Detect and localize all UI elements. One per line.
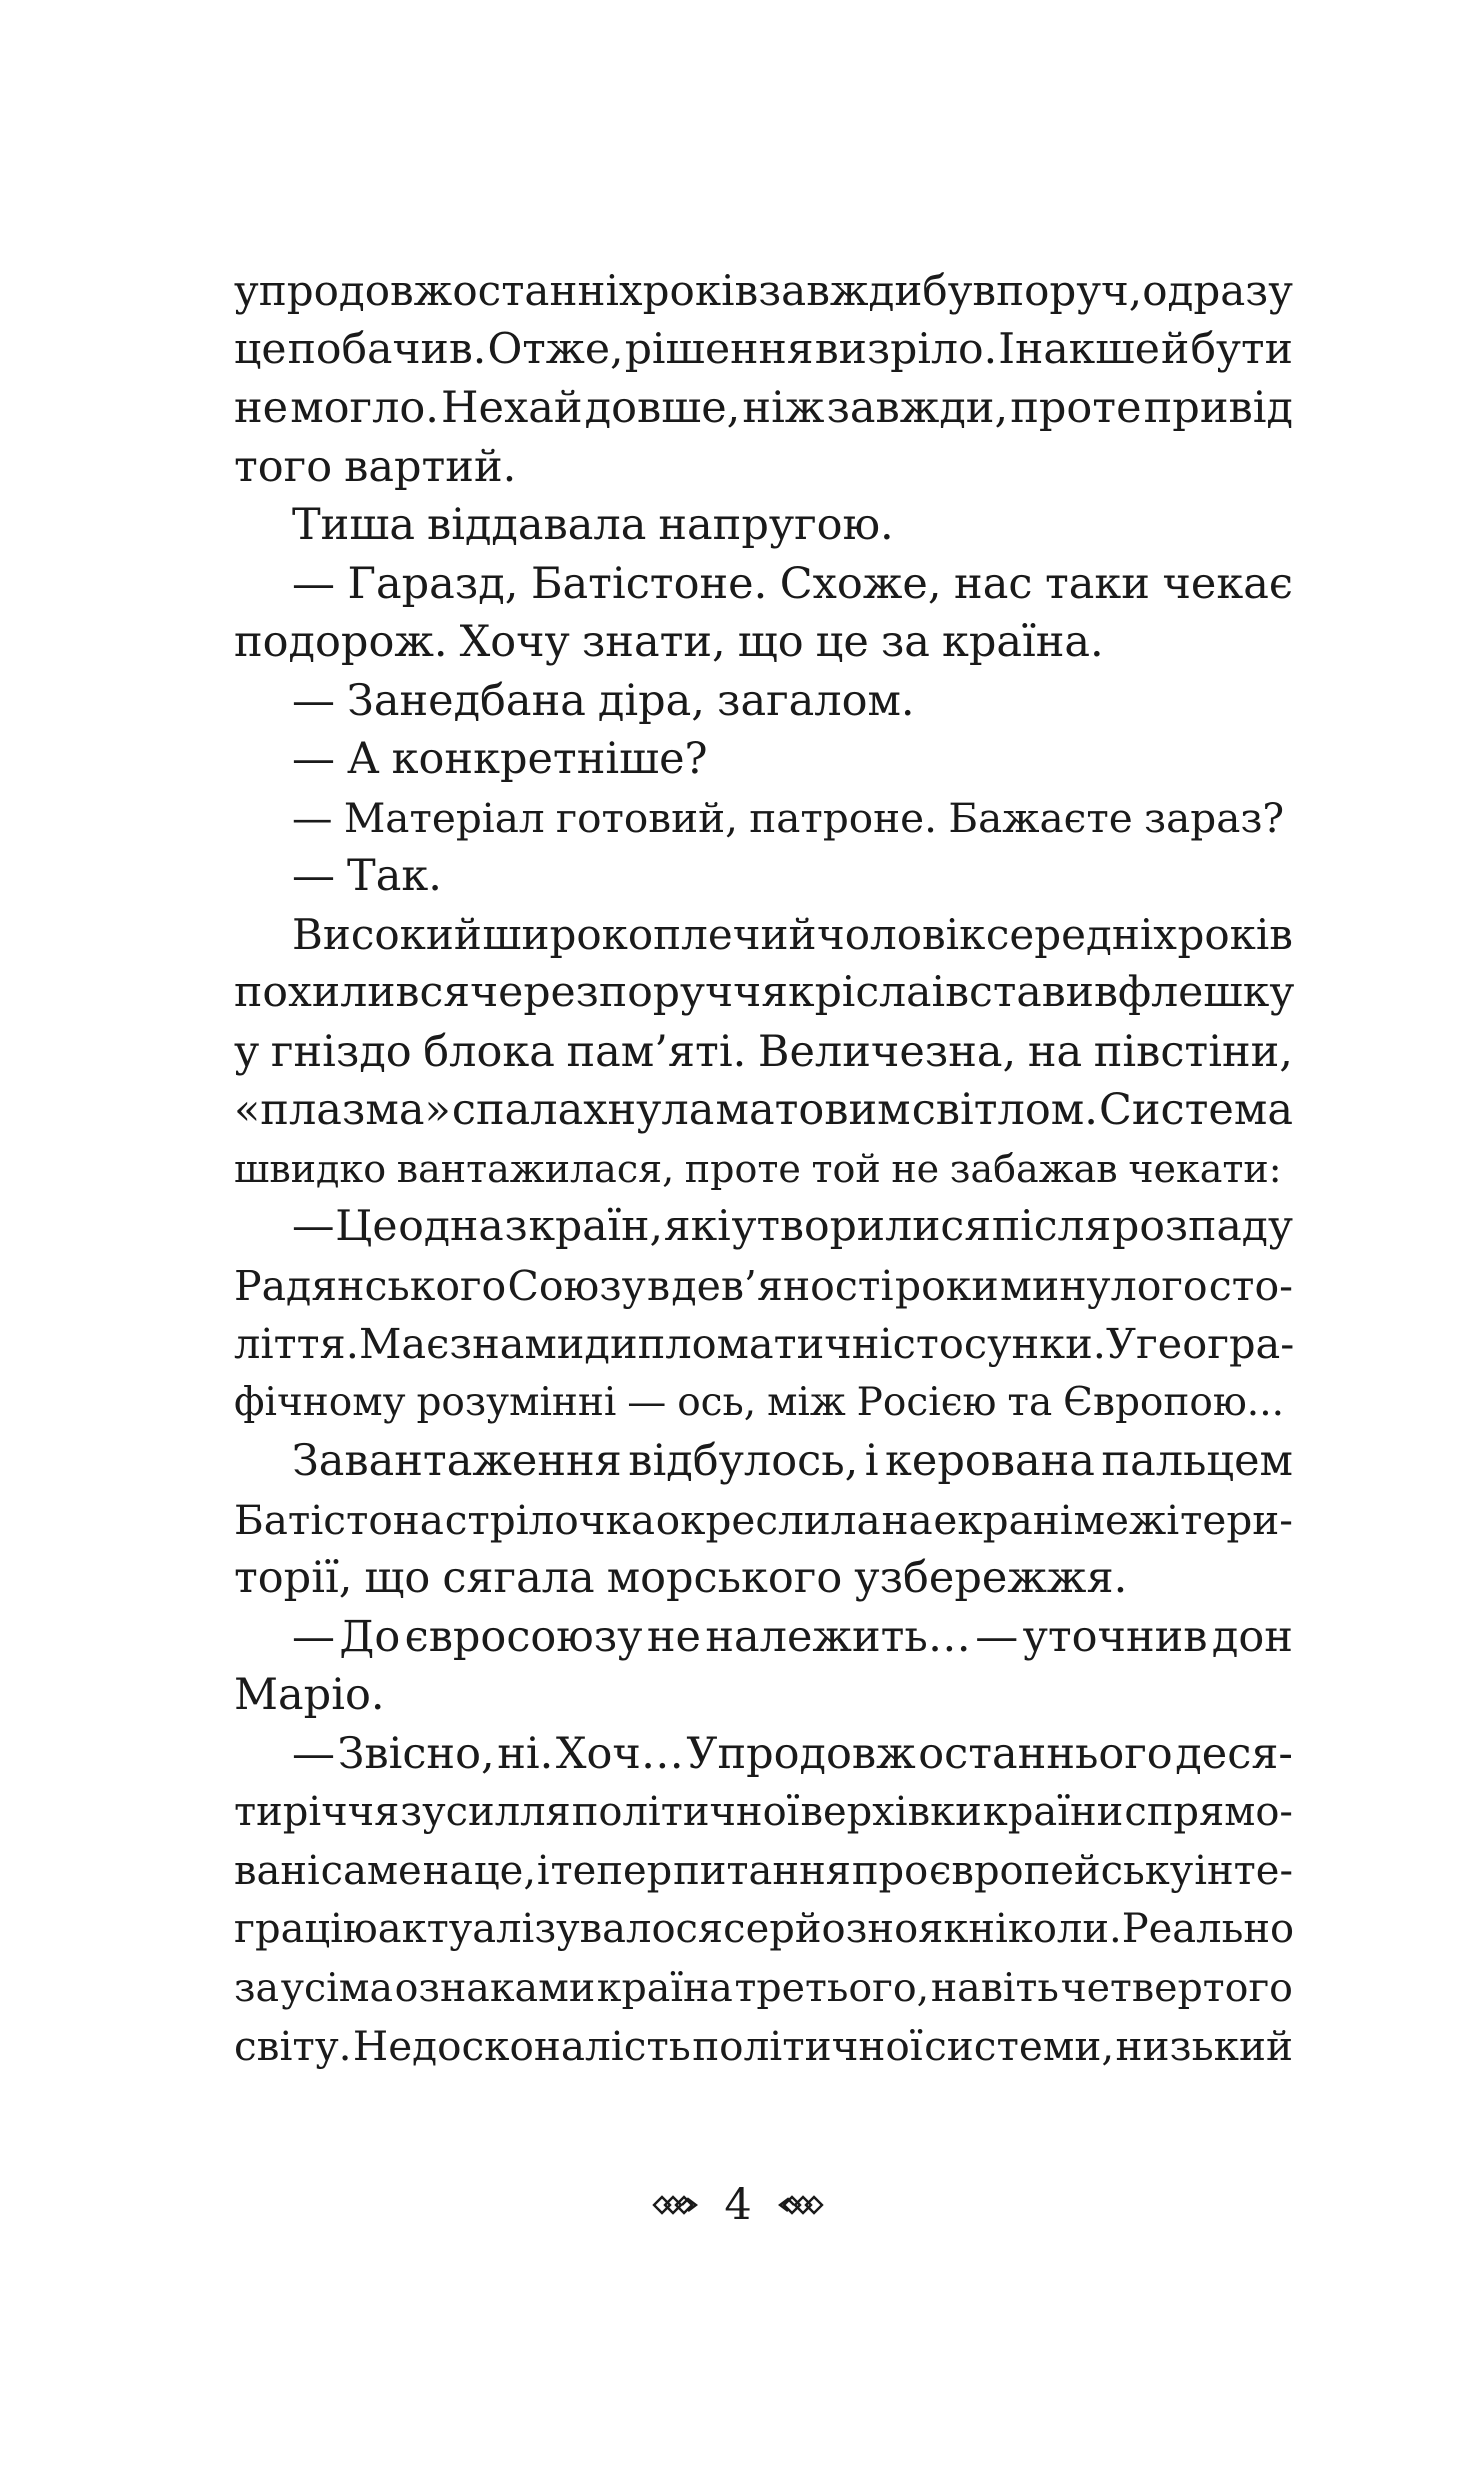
- word: Величезна,: [757, 1026, 1017, 1077]
- word: поруч,: [996, 266, 1143, 315]
- word: побачив.: [287, 324, 487, 374]
- word: Тиша: [292, 500, 415, 550]
- text-line: [234, 906, 1293, 965]
- word: країна: [596, 1964, 733, 2011]
- diamond-knot-ornament-icon: [652, 2193, 698, 2217]
- text-line: [234, 1257, 1293, 1316]
- word: Високий: [292, 909, 482, 959]
- word: і: [931, 968, 946, 1017]
- word: вставив: [945, 968, 1118, 1017]
- word: країни: [982, 1789, 1124, 1835]
- word: третього,: [734, 1964, 930, 2011]
- word: Система: [1099, 1085, 1293, 1135]
- word: спалахнула: [451, 1085, 715, 1135]
- word: минулого: [999, 1261, 1208, 1310]
- word: між: [767, 1379, 846, 1425]
- word: завжди,: [826, 383, 1009, 433]
- word: Європою...: [1063, 1379, 1285, 1425]
- text-line: [234, 1608, 1293, 1667]
- word: зараз?: [1144, 793, 1285, 842]
- word: таки: [1044, 558, 1150, 609]
- word: До: [339, 1611, 401, 1662]
- text-line: [234, 1315, 1293, 1374]
- text-line: [234, 613, 1293, 672]
- word: конкретніше?: [391, 734, 708, 784]
- word: навіть: [930, 1964, 1059, 2011]
- word: з: [449, 1319, 473, 1368]
- word: Батістона: [234, 1495, 444, 1544]
- word: Має: [358, 1319, 450, 1368]
- word: європейську: [929, 1847, 1194, 1894]
- word: узбережжя.: [854, 1553, 1128, 1603]
- word: і: [536, 1847, 550, 1894]
- word: світу.: [234, 2022, 352, 2070]
- word: з: [504, 1202, 528, 1251]
- word: спрямо-: [1124, 1789, 1293, 1835]
- word: серйозно: [723, 1906, 919, 1952]
- word: —: [292, 558, 335, 609]
- word: світлом.: [911, 1085, 1098, 1135]
- word: —: [292, 1728, 335, 1779]
- text-line: [234, 1959, 1293, 2018]
- word: Радянського: [234, 1261, 507, 1310]
- word: проте: [684, 1146, 801, 1191]
- word: керована: [885, 1436, 1095, 1486]
- word: похилився: [234, 968, 471, 1017]
- word: середніх: [985, 909, 1177, 959]
- word: Звісно,: [337, 1728, 495, 1779]
- word: вані: [234, 1847, 320, 1894]
- word: А: [347, 734, 380, 784]
- word: чекає: [1162, 558, 1293, 609]
- text-line: [234, 262, 1293, 321]
- word: політичної: [571, 1789, 800, 1835]
- word: останніх: [452, 266, 643, 315]
- word: довше,: [584, 383, 741, 433]
- body-text: [234, 262, 1293, 2076]
- word: У: [1105, 1319, 1136, 1368]
- word: дон: [1211, 1611, 1293, 1662]
- word: могло.: [290, 383, 439, 433]
- word: Гаразд,: [347, 558, 519, 609]
- word: євросоюзу: [404, 1611, 643, 1662]
- text-line: [234, 1842, 1293, 1901]
- word: що: [364, 1553, 431, 1603]
- word: межі: [1073, 1495, 1180, 1544]
- word: віддавала: [426, 500, 647, 550]
- word: за: [234, 1964, 280, 2011]
- word: ні.: [497, 1728, 554, 1779]
- word: одразу: [1142, 266, 1293, 315]
- word: системи,: [924, 2022, 1115, 2070]
- word: —: [627, 1379, 667, 1425]
- word: геогра-: [1135, 1319, 1295, 1368]
- text-line: [234, 1023, 1293, 1082]
- word: —: [292, 851, 335, 901]
- word: —: [292, 675, 335, 726]
- word: знати,: [581, 617, 726, 667]
- word: подорож.: [234, 617, 448, 667]
- text-line: [234, 1081, 1293, 1140]
- word: —: [292, 1611, 335, 1662]
- word: забажав: [949, 1146, 1118, 1191]
- word: і: [864, 1436, 879, 1486]
- word: бути: [1190, 324, 1293, 374]
- word: ніж: [742, 383, 825, 433]
- word: Бажаєте: [948, 793, 1133, 842]
- word: Отже,: [487, 324, 624, 374]
- word: флешку: [1117, 968, 1295, 1017]
- word: діра,: [597, 675, 705, 726]
- word: Реально: [1121, 1906, 1295, 1952]
- word: розпаду: [1112, 1202, 1293, 1251]
- word: тиріччя: [234, 1789, 400, 1835]
- word: низький: [1115, 2022, 1293, 2070]
- word: років: [642, 266, 759, 315]
- word: тери-: [1180, 1495, 1293, 1544]
- word: Недосконалість: [352, 2022, 691, 2070]
- text-line: [234, 1198, 1293, 1257]
- word: актуалізувалося: [377, 1906, 724, 1952]
- word: в: [646, 1261, 671, 1310]
- text-line: [234, 2017, 1293, 2076]
- word: й: [1161, 324, 1190, 374]
- word: той: [811, 1146, 881, 1191]
- text-line: [234, 321, 1293, 380]
- page-number: 4: [724, 2180, 752, 2230]
- word: окреслила: [655, 1495, 881, 1544]
- word: фічному: [234, 1379, 406, 1425]
- text-line: [234, 1725, 1293, 1784]
- text-line: [234, 789, 1293, 848]
- word: уточнив: [1022, 1611, 1208, 1662]
- text-line: [234, 438, 1293, 497]
- diamond-knot-ornament-icon: [778, 2193, 824, 2217]
- word: півстіни,: [1093, 1026, 1293, 1077]
- word: це: [815, 617, 869, 667]
- word: політичної: [692, 2022, 923, 2070]
- word: не: [234, 383, 289, 433]
- word: нами: [472, 1319, 585, 1368]
- word: відбулось,: [628, 1436, 859, 1486]
- word: Союзу: [507, 1261, 646, 1310]
- word: Так.: [347, 851, 442, 901]
- word: деся-: [1175, 1728, 1293, 1779]
- word: зусилля: [400, 1789, 571, 1835]
- word: дипломатичні: [584, 1319, 893, 1368]
- word: Занедбана: [347, 675, 586, 726]
- text-line: [234, 672, 1293, 731]
- text-line: [234, 1432, 1293, 1491]
- word: рішення: [624, 324, 814, 374]
- word: —: [292, 793, 333, 842]
- word: роки: [894, 1261, 999, 1310]
- word: нас: [954, 558, 1033, 609]
- word: питання: [673, 1847, 851, 1894]
- word: Хоч…: [555, 1728, 684, 1779]
- word: ніколи.: [968, 1906, 1122, 1952]
- word: Хочу: [459, 617, 570, 667]
- text-line: [234, 379, 1293, 438]
- word: утворилися: [731, 1202, 992, 1251]
- word: чоловік: [816, 909, 986, 959]
- text-line: [234, 1374, 1293, 1433]
- word: Схоже,: [779, 558, 942, 609]
- word: був: [922, 266, 997, 315]
- word: вартий.: [344, 441, 517, 492]
- word: Росією: [856, 1379, 997, 1425]
- word: —: [292, 1202, 335, 1251]
- word: «плазма»: [234, 1085, 451, 1135]
- word: це,: [473, 1847, 537, 1894]
- word: стосунки.: [892, 1319, 1106, 1368]
- word: сто-: [1208, 1261, 1293, 1310]
- word: тепер: [550, 1847, 673, 1894]
- text-line: [234, 730, 1293, 789]
- word: за: [880, 617, 930, 667]
- word: дев’яності: [671, 1261, 894, 1310]
- word: ознаками: [394, 1964, 596, 2011]
- word: Нехай: [441, 383, 583, 433]
- word: упродовж: [234, 266, 453, 315]
- word: Це: [335, 1202, 398, 1251]
- word: Маріо.: [234, 1670, 385, 1720]
- word: не: [891, 1146, 940, 1191]
- word: патроне.: [749, 793, 937, 842]
- word: одна: [398, 1202, 504, 1251]
- text-line: [234, 964, 1293, 1023]
- word: через: [470, 968, 599, 1017]
- word: морського: [606, 1553, 843, 1603]
- word: широкоплечий: [482, 909, 817, 959]
- word: саме: [320, 1847, 422, 1894]
- word: та: [1007, 1379, 1053, 1425]
- word: крісла: [788, 968, 932, 1017]
- word: визріло.: [814, 324, 998, 374]
- text-line: [234, 1900, 1293, 1959]
- word: Інакше: [998, 324, 1160, 374]
- word: на: [1027, 1026, 1083, 1077]
- word: готовий,: [555, 793, 738, 842]
- word: напругою.: [658, 500, 894, 550]
- word: завжди: [758, 266, 923, 315]
- word: Матеріал: [343, 793, 545, 842]
- word: стрілочка: [444, 1495, 655, 1544]
- text-line: [234, 555, 1293, 614]
- word: пам’яті.: [566, 1026, 747, 1077]
- word: останнього: [918, 1728, 1173, 1779]
- page-footer: [0, 2175, 1476, 2235]
- text-line: [234, 1140, 1293, 1199]
- word: як: [918, 1906, 969, 1952]
- word: Упродовж: [686, 1728, 916, 1779]
- word: того: [234, 441, 333, 492]
- word: не: [646, 1611, 701, 1662]
- text-line: [234, 1783, 1293, 1842]
- word: екрані: [933, 1495, 1073, 1544]
- text-line: [234, 1666, 1293, 1725]
- word: належить…: [705, 1611, 971, 1662]
- word: на: [881, 1495, 933, 1544]
- word: —: [292, 734, 335, 784]
- word: інте-: [1194, 1847, 1293, 1894]
- word: загалом.: [717, 675, 915, 726]
- word: проте: [1010, 383, 1142, 433]
- word: верхівки: [800, 1789, 982, 1835]
- word: пальцем: [1101, 1436, 1293, 1486]
- word: що: [737, 617, 804, 667]
- word: розумінні: [416, 1379, 617, 1425]
- word: матовим: [715, 1085, 911, 1135]
- text-line: [234, 496, 1293, 555]
- word: грацію: [234, 1906, 378, 1952]
- word: привід: [1143, 383, 1293, 433]
- word: поруччя: [598, 968, 789, 1017]
- word: після: [991, 1202, 1112, 1251]
- word: Батістоне.: [530, 558, 768, 609]
- word: четвертого: [1060, 1964, 1293, 2011]
- word: про: [851, 1847, 929, 1894]
- word: у: [234, 1026, 260, 1077]
- word: ліття.: [234, 1319, 359, 1368]
- word: років: [1177, 909, 1293, 959]
- word: це: [234, 324, 287, 374]
- word: швидко: [234, 1146, 387, 1191]
- word: які: [663, 1202, 731, 1251]
- word: блока: [423, 1026, 555, 1077]
- word: усіма: [280, 1964, 394, 2011]
- text-line: [234, 847, 1293, 906]
- word: ось,: [677, 1379, 757, 1425]
- word: на: [422, 1847, 474, 1894]
- word: вантажилася,: [396, 1146, 675, 1191]
- word: гніздо: [270, 1026, 412, 1077]
- word: —: [975, 1611, 1019, 1662]
- word: країн,: [528, 1202, 663, 1251]
- text-line: [234, 1549, 1293, 1608]
- word: країна.: [941, 617, 1104, 667]
- word: Завантаження: [292, 1436, 622, 1486]
- word: сягала: [442, 1553, 595, 1603]
- word: чекати:: [1128, 1146, 1282, 1191]
- word: торії,: [234, 1553, 353, 1603]
- text-line: [234, 1491, 1293, 1550]
